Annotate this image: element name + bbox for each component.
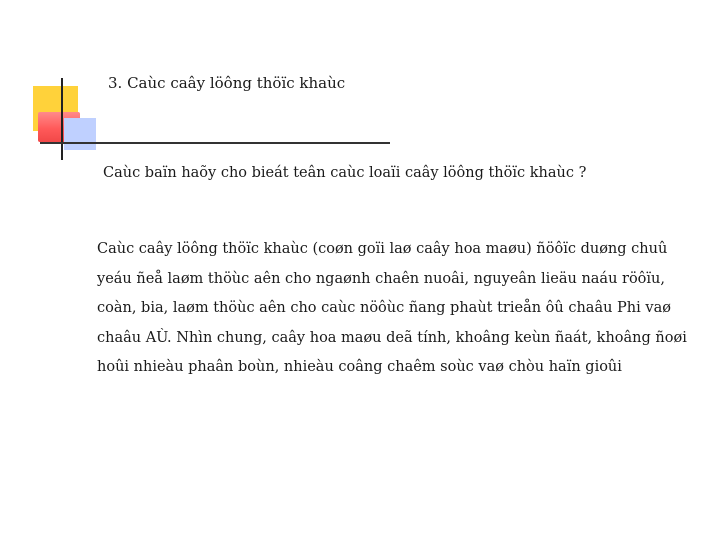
slide-body-paragraph: [97, 235, 687, 383]
slide-title: 3. Caùc caây löông thöïc khaùc: [108, 74, 346, 92]
decorative-vertical-line: [61, 78, 63, 160]
body-line: coàn, bia, laøm thöùc aên cho caùc nöôùc ñang phaùt trieån ôû chaâu Phi vaø: [97, 300, 671, 316]
body-line: yeáu ñeå laøm thöùc aên cho ngaønh chaên nuoâi, nguyeân lieäu naáu röôïu,: [97, 270, 665, 287]
title-divider-line: [40, 142, 390, 144]
slide-question: Caùc baïn haõy cho bieát teân caùc loaïi caây löông thöïc khaùc ?: [103, 165, 587, 181]
body-line: chaâu AÙ. Nhìn chung, caây hoa maøu deã tính, khoâng keùn ñaát, khoâng ñoøi: [97, 329, 687, 346]
body-line: Caùc caây löông thöïc khaùc (coøn goïi laø caây hoa maøu) ñöôïc duøng chuû: [97, 241, 668, 257]
decorative-blue-square: [64, 118, 96, 150]
body-line: hoûi nhieàu phaân boùn, nhieàu coâng chaêm soùc vaø chòu haïn gioûi: [97, 359, 622, 375]
